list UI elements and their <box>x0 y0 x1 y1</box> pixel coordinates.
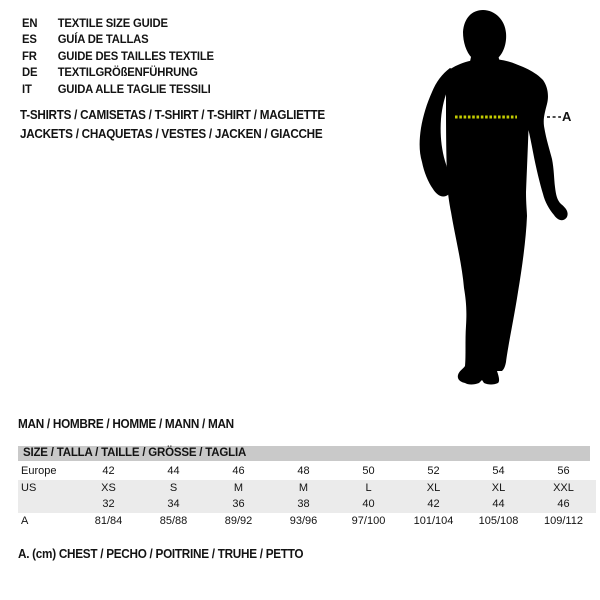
table-cell: XS <box>101 481 116 494</box>
table-cell: 50 <box>362 465 375 477</box>
table-cell: 44 <box>492 498 505 510</box>
table-cell: 42 <box>427 498 440 510</box>
table-cell: 109/112 <box>544 514 583 527</box>
language-code: EN <box>22 16 38 30</box>
language-label: TEXTILE SIZE GUIDE <box>57 16 168 30</box>
silhouette-torso-legs <box>446 59 529 385</box>
table-cell: 93/96 <box>289 514 318 527</box>
language-code: FR <box>22 48 37 63</box>
language-code: IT <box>22 81 32 96</box>
table-cell: S <box>169 481 178 494</box>
language-row <box>22 81 214 97</box>
row-label: A <box>21 514 29 527</box>
table-cell: XXL <box>553 481 574 494</box>
size-row-us-letters <box>18 480 596 497</box>
table-cell: 101/104 <box>413 514 454 527</box>
table-cell: 81/84 <box>94 514 123 527</box>
category-tshirts: T-SHIRTS / CAMISETAS / T-SHIRT / T-SHIRT / MAGLIETTE <box>20 107 325 122</box>
table-cell: 38 <box>297 498 310 510</box>
row-label: Europe <box>21 465 57 477</box>
language-list <box>22 15 214 97</box>
footnote-chest: A. (cm) CHEST / PECHO / POITRINE / TRUHE / PETTO <box>18 547 304 561</box>
language-row <box>22 31 214 47</box>
language-row <box>22 48 214 64</box>
table-cell: 46 <box>232 465 245 477</box>
table-cell: M <box>233 481 244 494</box>
table-cell: XL <box>426 481 441 494</box>
language-label: TEXTILGRÖßENFÜHRUNG <box>57 65 198 80</box>
language-label: GUIDE DES TAILLES TEXTILE <box>57 48 214 63</box>
table-cell: 36 <box>232 498 245 510</box>
man-silhouette-figure <box>390 0 600 400</box>
table-cell: XL <box>491 481 506 494</box>
garment-categories <box>20 106 325 143</box>
measurement-label-a: A <box>562 109 572 124</box>
table-cell: 89/92 <box>224 514 253 527</box>
table-cell: 56 <box>557 465 570 477</box>
language-label: GUIDA ALLE TAGLIE TESSILI <box>57 81 211 96</box>
table-cell: 44 <box>167 465 180 477</box>
size-row-chest <box>18 513 596 530</box>
table-cell: 46 <box>557 498 570 510</box>
row-label <box>18 496 76 513</box>
table-cell: 105/108 <box>478 514 519 527</box>
size-row-us-numeric <box>18 496 596 513</box>
language-label: GUÍA DE TALLAS <box>57 32 149 47</box>
language-code: ES <box>22 32 37 47</box>
row-label: US <box>21 481 37 494</box>
language-code: DE <box>22 65 38 80</box>
size-table-header: SIZE / TALLA / TAILLE / GRÖSSE / TAGLIA <box>18 446 590 461</box>
table-cell: 48 <box>297 465 310 477</box>
table-cell: 42 <box>102 465 115 477</box>
table-cell: 97/100 <box>351 514 386 527</box>
table-cell: L <box>365 481 372 494</box>
table-cell: 54 <box>492 465 505 477</box>
size-row-europe <box>18 463 596 480</box>
language-row <box>22 15 214 31</box>
language-row <box>22 64 214 80</box>
table-cell: M <box>298 481 309 494</box>
table-cell: 40 <box>362 498 375 510</box>
table-cell: 85/88 <box>159 514 188 527</box>
table-cell: 52 <box>427 465 440 477</box>
table-cell: 32 <box>102 498 115 510</box>
category-jackets: JACKETS / CHAQUETAS / VESTES / JACKEN / GIACCHE <box>20 125 323 141</box>
size-table <box>18 446 596 529</box>
table-cell: 34 <box>167 498 180 510</box>
section-title-man: MAN / HOMBRE / HOMME / MANN / MAN <box>18 417 234 431</box>
